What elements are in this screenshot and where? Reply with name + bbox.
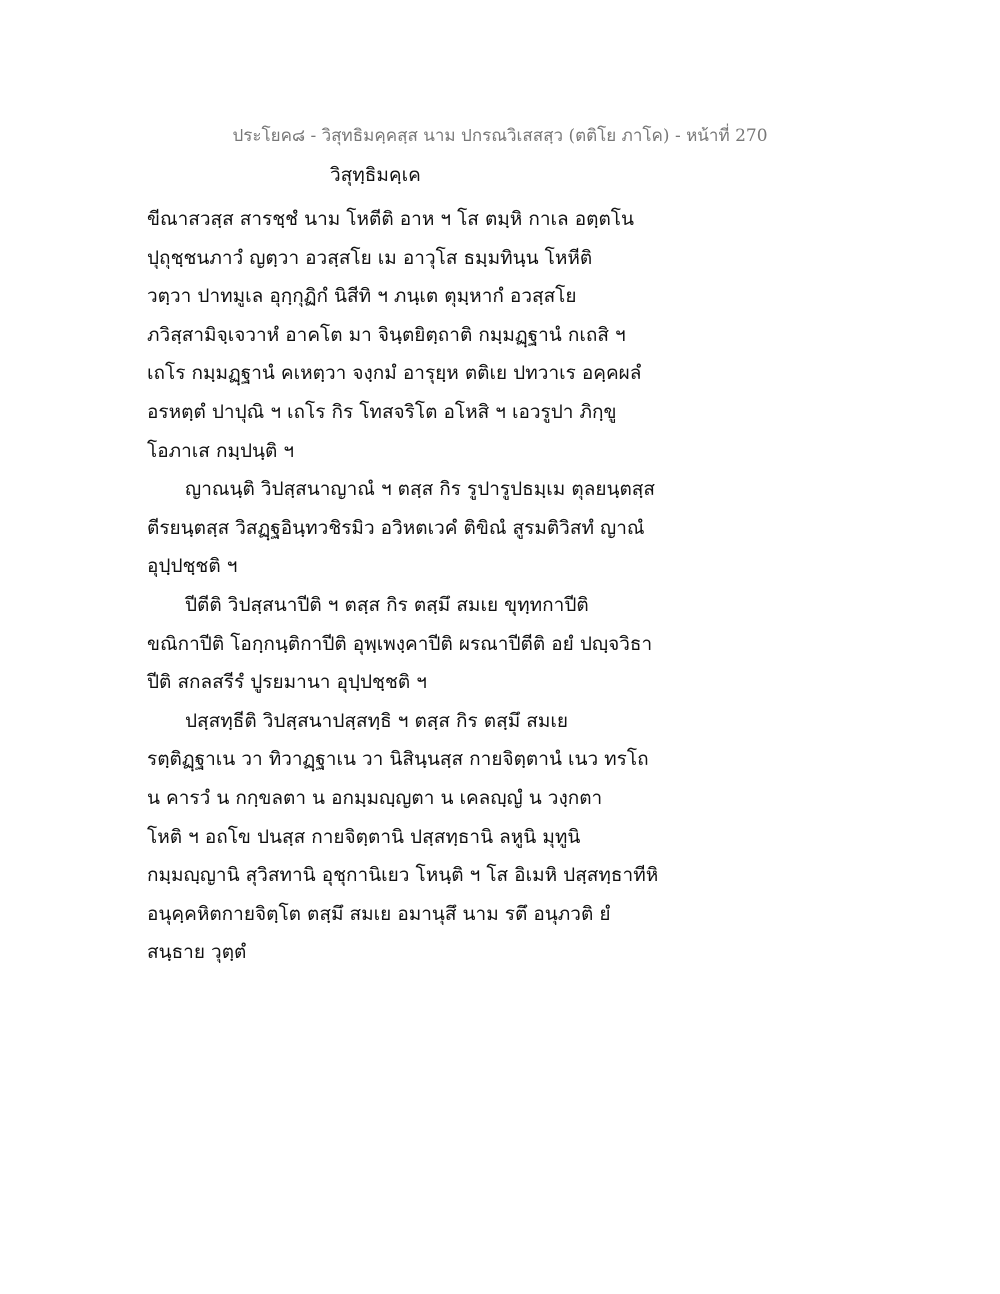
- text-line: กมฺมญฺญานิ สุวิสทานิ อุชุกานิเยว โหนฺติ ฯ โส อิเมหิ ปสฺสทฺธาทีหิ: [147, 864, 659, 887]
- text-line: อุปฺปชฺชติ ฯ: [147, 555, 238, 578]
- text-line: น คารวํ น กกฺขลตา น อกมฺมญฺญตา น เคลญฺญํ น วงฺกตา: [147, 786, 603, 809]
- text-line: ขีณาสวสฺส สารชฺชํ นาม โหตีติ อาห ฯ โส ตมฺหิ กาเล อตฺตโน: [147, 208, 635, 230]
- text-line: อรหตฺตํ ปาปุณิ ฯ เถโร กิร โทสจริโต อโหสิ ฯ เอวรูปา ภิกฺขู: [147, 400, 617, 423]
- body-text: [147, 200, 867, 972]
- running-header: ประโยค๘ - วิสุทธิมคฺคสฺส นาม ปกรณวิเสสสฺว (ตติโย ภาโค) - หน้าที่ 270: [232, 126, 768, 146]
- text-line: อนุคฺคหิตกายจิตฺโต ตสฺมึ สมเย อมานุสึ นาม รตึ อนุภวติ ยํ: [147, 902, 611, 925]
- text-line: โอภาเส กมฺปนฺติ ฯ: [147, 439, 295, 462]
- text-line: เถโร กมฺมฏฺฐานํ คเหตฺวา จงฺกมํ อารุยฺห ตติเย ปทวาเร อคฺคผลํ: [147, 362, 642, 385]
- paragraph-start-line: ญาณนฺติ วิปสฺสนาญาณํ ฯ ตสฺส กิร รูปารูปธมฺเม ตุลยนฺตสฺส: [185, 478, 655, 501]
- text-line: ภวิสฺสามิจฺเจวาหํ อาคโต มา จินฺตยิตฺถาติ กมฺมฏฺฐานํ กเถสิ ฯ: [147, 323, 626, 346]
- text-line: ขณิกาปีติ โอกฺกนฺติกาปีติ อุพฺเพงฺคาปีติ ผรณาปีตีติ อยํ ปญฺจวิธา: [147, 632, 653, 655]
- text-line: ตีรยนฺตสฺส วิสฏฺฐอินฺทวชิรมิว อวิหตเวคํ ติขิณํ สูรมติวิสทํ ญาณํ: [147, 516, 645, 539]
- paragraph-start-line: ปีตีติ วิปสฺสนาปีติ ฯ ตสฺส กิร ตสฺมึ สมเย ขุทฺทกาปีติ: [185, 593, 589, 616]
- text-line: ปีติ สกลสรีรํ ปูรยมานา อุปฺปชฺชติ ฯ: [147, 671, 427, 694]
- text-line: ปุถุชฺชนภาวํ ญตฺวา อวสฺสโย เม อาวุโส ธมฺมทินฺน โหหีติ: [147, 246, 593, 269]
- page-title: วิสุทฺธิมคฺเค: [330, 164, 421, 186]
- text-line: วตฺวา ปาทมูเล อุกฺกุฏิกํ นิสีทิ ฯ ภนฺเต ตุมฺหากํ อวสฺสโย: [147, 285, 577, 308]
- text-line: สนฺธาย วุตฺตํ: [147, 941, 247, 964]
- paragraph-start-line: ปสฺสทฺธีติ วิปสฺสนาปสฺสทฺธิ ฯ ตสฺส กิร ตสฺมึ สมเย: [185, 709, 569, 732]
- text-line: รตฺติฏฺฐาเน วา ทิวาฏฺฐาเน วา นิสินฺนสฺส กายจิตฺตานํ เนว ทรโถ: [147, 748, 649, 771]
- text-line: โหติ ฯ อถโข ปนสฺส กายจิตฺตานิ ปสฺสทฺธานิ ลหูนิ มุทูนิ: [147, 825, 581, 848]
